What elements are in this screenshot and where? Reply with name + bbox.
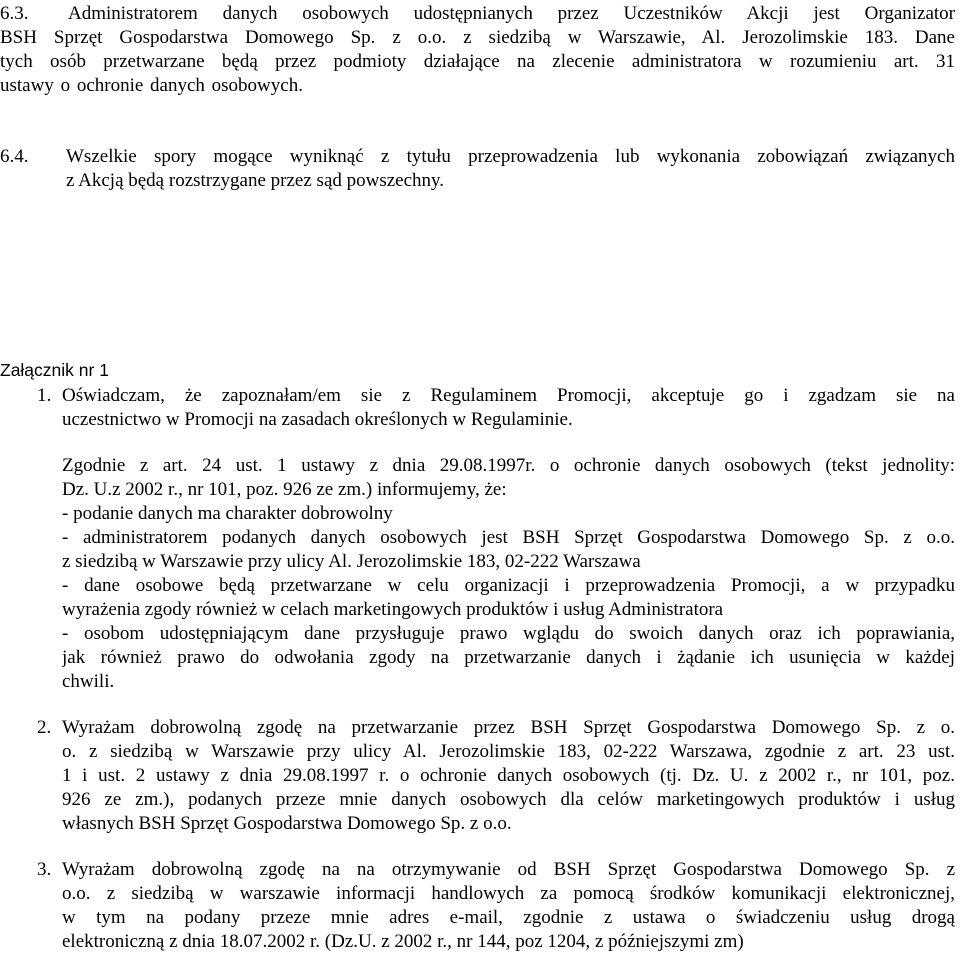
paragraph-line: BSH Sprzęt Gospodarstwa Domowego Sp. z o.o. z siedzibą w Warszawie, Al. Jerozolimskie 183. Dane [0,27,955,48]
paragraph-line: Wyrażam dobrowolną zgodę na na otrzymywanie od BSH Sprzęt Gospodarstwa Domowego Sp. z [62,859,955,880]
paragraph-line: w tym na podany przeze mnie adres e-mail, zgodnie z ustawa o świadczeniu usług drogą [62,907,955,928]
paragraph-line: własnych BSH Sprzęt Gospodarstwa Domowego Sp. z o.o. [62,813,512,834]
paragraph-line: Wszelkie spory mogące wyniknąć z tytułu przeprowadzenia lub wykonania zobowiązań związanych [66,146,955,167]
section-number: 6.4. [0,146,29,167]
paragraph-line: Zgodnie z art. 24 ust. 1 ustawy z dnia 29.08.1997r. o ochronie danych osobowych (tekst jednolity: [62,455,955,476]
paragraph-line: o.o. z siedzibą w warszawie informacji handlowych za pomocą środków komunikacji elektronicznej, [62,883,955,904]
paragraph-line: z Akcją będą rozstrzygane przez sąd powszechny. [66,170,445,191]
paragraph-line: jak również prawo do odwołania zgody na przetwarzanie danych i żądanie ich usunięcia w każdej [62,647,955,668]
paragraph-line: - dane osobowe będą przetwarzane w celu organizacji i przeprowadzenia Promocji, a w przypadku [62,575,955,596]
paragraph-line: Administratorem danych osobowych udostępnianych przez Uczestników Akcji jest Organizator [68,3,955,24]
paragraph-line: uczestnictwo w Promocji na zasadach określonych w Regulaminie. [62,409,573,430]
paragraph-line: elektroniczną z dnia 18.07.2002 r. (Dz.U. z 2002 r., nr 144, poz 1204, z późniejszymi zm) [62,931,744,952]
paragraph-line: ustawy o ochronie danych osobowych. [0,75,303,96]
paragraph-line: Dz. U.z 2002 r., nr 101, poz. 926 ze zm.) informujemy, że: [62,479,507,500]
paragraph-line: 1 i ust. 2 ustawy z dnia 29.08.1997 r. o ochronie danych osobowych (tj. Dz. U. z 2002 r., nr 101, poz. [62,765,955,786]
paragraph-line: - podanie danych ma charakter dobrowolny [62,503,393,524]
paragraph-line: - osobom udostępniającym dane przysługuje prawo wglądu do swoich danych oraz ich poprawiania, [62,623,955,644]
paragraph-line: chwili. [62,671,115,692]
paragraph-line: Oświadczam, że zapoznałam/em sie z Regulaminem Promocji, akceptuje go i zgadzam sie na [62,385,955,406]
paragraph-line: Wyrażam dobrowolną zgodę na przetwarzanie przez BSH Sprzęt Gospodarstwa Domowego Sp. z o. [62,717,955,738]
paragraph-line: o. z siedzibą w Warszawie przy ulicy Al. Jerozolimskie 183, 02-222 Warszawa, zgodnie z art. 23 ust. [62,741,955,762]
paragraph-line: wyrażenia zgody również w celach marketingowych produktów i usług Administratora [62,599,724,620]
paragraph-line: - administratorem podanych danych osobowych jest BSH Sprzęt Gospodarstwa Domowego Sp. z o.o. [62,527,955,548]
paragraph-line: tych osób przetwarzane będą przez podmioty działające na zlecenie administratora w rozumieniu art. 31 [0,51,955,72]
paragraph-line: z siedzibą w Warszawie przy ulicy Al. Jerozolimskie 183, 02-222 Warszawa [62,551,641,572]
attachment-title: Załącznik nr 1 [0,360,109,380]
paragraph-line: 926 ze zm.), podanych przeze mnie danych osobowych dla celów marketingowych produktów i usług [62,789,955,810]
section-number: 6.3. [0,3,29,24]
item-number: 2. [37,717,52,738]
item-number: 3. [37,859,52,880]
item-number: 1. [37,385,52,406]
